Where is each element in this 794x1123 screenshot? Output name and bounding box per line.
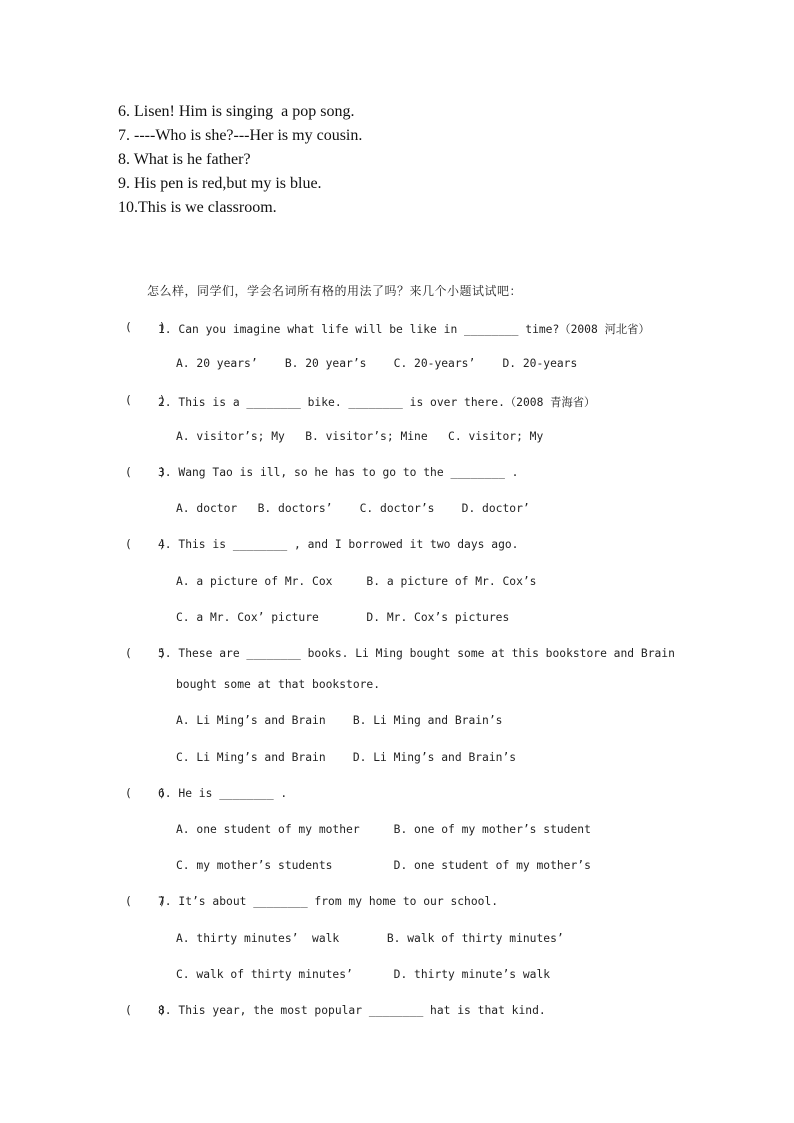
answer-bracket[interactable]: ( ) xyxy=(125,538,166,551)
error-sentence: 6. Lisen! Him is singing a pop song. xyxy=(118,103,355,120)
question-continuation: bought some at that bookstore. xyxy=(176,678,381,691)
option-line: A. doctor B. doctors’ C. doctor’s D. doctor’ xyxy=(176,502,530,515)
option-line: C. Li Ming’s and Brain D. Li Ming’s and Brain’s xyxy=(176,751,517,764)
question-text: 6. He is ________ . xyxy=(158,787,288,800)
error-sentence: 8. What is he father? xyxy=(118,151,251,168)
option-line: C. my mother’s students D. one student of my mother’s xyxy=(176,859,591,872)
answer-bracket[interactable]: ( ) xyxy=(125,394,166,407)
answer-bracket[interactable]: ( ) xyxy=(125,787,166,800)
option-line: A. one student of my mother B. one of my mother’s student xyxy=(176,823,591,836)
answer-bracket[interactable]: ( ) xyxy=(125,895,166,908)
question-text: 7. It’s about ________ from my home to our school. xyxy=(158,895,499,908)
error-sentence: 7. ----Who is she?---Her is my cousin. xyxy=(118,127,363,144)
error-sentence: 10.This is we classroom. xyxy=(118,199,277,216)
option-line: A. Li Ming’s and Brain B. Li Ming and Brain’s xyxy=(176,714,503,727)
error-correction-section xyxy=(118,100,362,220)
question-text: 1. Can you imagine what life will be like in ________ time?（2008 河北省） xyxy=(158,323,650,336)
answer-bracket[interactable]: ( ) xyxy=(125,647,166,660)
option-line: A. thirty minutes’ walk B. walk of thirty minutes’ xyxy=(176,932,564,945)
question-text: 3. Wang Tao is ill, so he has to go to the ________ . xyxy=(158,466,519,479)
option-line: C. walk of thirty minutes’ D. thirty minute’s walk xyxy=(176,968,551,981)
answer-bracket[interactable]: ( ) xyxy=(125,321,166,334)
option-line: A. 20 years’ B. 20 year’s C. 20-years’ D. 20-years xyxy=(176,357,578,370)
option-line: C. a Mr. Cox’ picture D. Mr. Cox’s pictures xyxy=(176,611,510,624)
option-line: A. a picture of Mr. Cox B. a picture of Mr. Cox’s xyxy=(176,575,537,588)
exercise-intro: 怎么样，同学们，学会名词所有格的用法了吗？来几个小题试试吧： xyxy=(147,284,523,298)
question-text: 2. This is a ________ bike. ________ is over there.（2008 青海省） xyxy=(158,396,596,409)
question-text: 4. This is ________ , and I borrowed it two days ago. xyxy=(158,538,519,551)
option-line: A. visitor’s; My B. visitor’s; Mine C. visitor; My xyxy=(176,430,544,443)
error-sentence: 9. His pen is red,but my is blue. xyxy=(118,175,322,192)
answer-bracket[interactable]: ( ) xyxy=(125,1004,166,1017)
question-text: 8. This year, the most popular ________ hat is that kind. xyxy=(158,1004,546,1017)
answer-bracket[interactable]: ( ) xyxy=(125,466,166,479)
question-text: 5. These are ________ books. Li Ming bought some at this bookstore and Brain xyxy=(158,647,675,660)
